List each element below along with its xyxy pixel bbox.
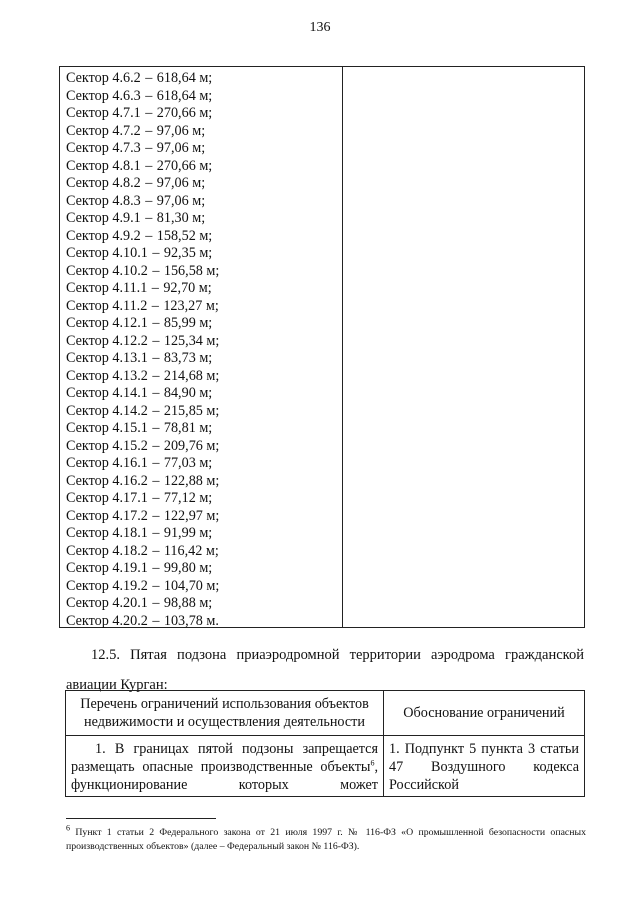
table-column-divider <box>342 67 343 627</box>
sector-value: 83,73 м; <box>163 350 213 366</box>
dash-separator: – <box>152 507 160 524</box>
sector-item <box>66 455 219 473</box>
sector-item <box>66 210 219 228</box>
sector-name: Сектор 4.13.1 <box>66 350 148 366</box>
sector-value: 77,03 м; <box>163 455 213 471</box>
sector-value: 98,88 м; <box>163 595 213 611</box>
dash-separator: – <box>152 332 160 349</box>
dash-separator: – <box>145 105 153 121</box>
footnote-ref: 6 <box>370 758 375 768</box>
sector-item <box>66 420 219 438</box>
sector-value: 104,70 м; <box>163 577 220 594</box>
sector-item <box>66 140 219 158</box>
sector-value: 81,30 м; <box>156 210 206 226</box>
sector-name: Сектор 4.15.1 <box>66 420 148 436</box>
sector-name: Сектор 4.16.2 <box>66 472 148 489</box>
sector-value: 97,06 м; <box>156 192 206 209</box>
sector-name: Сектор 4.20.2 <box>66 612 148 629</box>
sector-name: Сектор 4.19.1 <box>66 560 148 576</box>
sector-value: 214,68 м; <box>163 367 220 384</box>
sector-item <box>66 175 219 193</box>
sector-name: Сектор 4.19.2 <box>66 577 148 594</box>
sector-item <box>66 70 219 88</box>
sector-value: 122,97 м; <box>163 507 220 524</box>
dash-separator: – <box>152 595 160 611</box>
sector-name: Сектор 4.11.2 <box>66 297 148 314</box>
sector-name: Сектор 4.7.2 <box>66 122 141 139</box>
dash-separator: – <box>152 350 160 366</box>
justification-text-cell: 1. Подпункт 5 пункта 3 статьи 47 Воздушного кодекса Российской <box>384 736 585 797</box>
sector-item <box>66 158 219 176</box>
sector-item <box>66 595 219 613</box>
sector-item <box>66 438 219 456</box>
sector-item <box>66 473 219 491</box>
header-restrictions-list: Перечень ограничений использования объектов недвижимости и осуществления деятельности <box>66 691 384 736</box>
sector-item <box>66 123 219 141</box>
footnote <box>66 823 586 854</box>
sector-value: 77,12 м; <box>163 490 213 506</box>
dash-separator: – <box>152 472 160 489</box>
sector-name: Сектор 4.6.3 <box>66 87 141 104</box>
sector-value: 215,85 м; <box>163 402 220 419</box>
dash-separator: – <box>152 577 160 594</box>
sector-value: 99,80 м; <box>163 560 213 576</box>
dash-separator: – <box>145 87 153 104</box>
sector-value: 85,99 м; <box>163 315 213 331</box>
sector-value: 123,27 м; <box>163 297 219 314</box>
sector-item <box>66 543 219 561</box>
sector-name: Сектор 4.12.2 <box>66 332 148 349</box>
dash-separator: – <box>152 367 160 384</box>
sector-item <box>66 368 219 386</box>
sector-item <box>66 245 219 263</box>
sector-list <box>66 70 219 630</box>
sector-value: 97,06 м; <box>156 140 206 156</box>
sector-item <box>66 490 219 508</box>
sector-name: Сектор 4.17.2 <box>66 507 148 524</box>
sector-value: 122,88 м; <box>163 472 220 489</box>
sector-value: 156,58 м; <box>163 262 220 279</box>
dash-separator: – <box>145 70 153 86</box>
sector-name: Сектор 4.18.2 <box>66 542 148 559</box>
dash-separator: – <box>152 315 160 331</box>
sector-value: 92,70 м; <box>163 280 212 296</box>
sector-name: Сектор 4.10.2 <box>66 262 148 279</box>
page-number: 136 <box>309 20 331 35</box>
sector-name: Сектор 4.8.3 <box>66 192 141 209</box>
restriction-text-cell <box>66 736 384 797</box>
dash-separator: – <box>152 490 160 506</box>
footnote-separator <box>66 818 216 819</box>
sector-value: 125,34 м; <box>163 332 220 349</box>
sector-name: Сектор 4.7.1 <box>66 105 141 121</box>
header-justification: Обоснование ограничений <box>384 691 585 736</box>
sector-value: 78,81 м; <box>163 420 213 436</box>
sector-name: Сектор 4.9.2 <box>66 227 141 244</box>
sector-item <box>66 560 219 578</box>
sector-value: 92,35 м; <box>163 245 213 261</box>
dash-separator: – <box>145 227 153 244</box>
dash-separator: – <box>152 385 160 401</box>
sector-value: 270,66 м; <box>156 105 213 121</box>
dash-separator: – <box>145 157 153 174</box>
dash-separator: – <box>152 262 160 279</box>
sector-item <box>66 613 219 631</box>
sector-name: Сектор 4.9.1 <box>66 210 141 226</box>
sector-name: Сектор 4.14.1 <box>66 385 148 401</box>
table-header-row <box>66 691 585 736</box>
dash-separator: – <box>152 525 160 541</box>
dash-separator: – <box>145 122 153 139</box>
sector-value: 91,99 м; <box>163 525 213 541</box>
sector-value: 270,66 м; <box>156 157 213 174</box>
sector-item <box>66 385 219 403</box>
sector-item <box>66 315 219 333</box>
sector-value: 618,64 м; <box>156 87 213 104</box>
dash-separator: – <box>152 437 160 454</box>
sector-item <box>66 88 219 106</box>
dash-separator: – <box>151 297 159 314</box>
dash-separator: – <box>145 192 153 209</box>
sector-name: Сектор 4.16.1 <box>66 455 148 471</box>
sector-value: 97,06 м; <box>156 175 206 191</box>
dash-separator: – <box>152 455 160 471</box>
sector-value: 103,78 м. <box>163 612 219 629</box>
sector-item <box>66 263 219 281</box>
sector-name: Сектор 4.8.1 <box>66 157 141 174</box>
sector-value: 209,76 м; <box>163 437 220 454</box>
sector-item <box>66 333 219 351</box>
sector-table <box>59 66 585 628</box>
sector-name: Сектор 4.20.1 <box>66 595 148 611</box>
dash-separator: – <box>152 245 160 261</box>
sector-value: 84,90 м; <box>163 385 213 401</box>
sector-item <box>66 105 219 123</box>
sector-name: Сектор 4.12.1 <box>66 315 148 331</box>
sector-item <box>66 403 219 421</box>
sector-name: Сектор 4.7.3 <box>66 140 141 156</box>
sector-item <box>66 280 219 298</box>
sector-value: 97,06 м; <box>156 122 206 139</box>
sector-name: Сектор 4.14.2 <box>66 402 148 419</box>
sector-item <box>66 525 219 543</box>
sector-name: Сектор 4.17.1 <box>66 490 148 506</box>
sector-name: Сектор 4.11.1 <box>66 280 148 296</box>
sector-item <box>66 578 219 596</box>
sector-name: Сектор 4.13.2 <box>66 367 148 384</box>
sector-value: 116,42 м; <box>163 542 219 559</box>
sector-item <box>66 193 219 211</box>
sector-name: Сектор 4.15.2 <box>66 437 148 454</box>
restriction-text-part2: , функционирование которых может <box>71 759 378 793</box>
footnote-text: Пункт 1 статьи 2 Федерального закона от 21 июля 1997 г. № 116-ФЗ «О промышленной безопасности опасных производственных объектов» (далее – Федеральный закон № 116-ФЗ). <box>66 827 586 852</box>
dash-separator: – <box>152 420 160 436</box>
sector-name: Сектор 4.6.2 <box>66 70 141 86</box>
table-row <box>66 736 585 797</box>
sector-item <box>66 508 219 526</box>
dash-separator: – <box>152 612 160 629</box>
sector-name: Сектор 4.18.1 <box>66 525 148 541</box>
footnote-marker: 6 <box>66 823 70 833</box>
restrictions-table <box>65 690 585 797</box>
sector-item <box>66 350 219 368</box>
dash-separator: – <box>145 140 153 156</box>
dash-separator: – <box>152 560 160 576</box>
sector-value: 618,64 м; <box>156 70 213 86</box>
dash-separator: – <box>151 280 159 296</box>
dash-separator: – <box>152 402 160 419</box>
sector-name: Сектор 4.10.1 <box>66 245 148 261</box>
dash-separator: – <box>145 210 153 226</box>
sector-name: Сектор 4.8.2 <box>66 175 141 191</box>
section-heading: 12.5. Пятая подзона приаэродромной территории аэродрома гражданской авиации Курган: <box>66 647 584 693</box>
sector-value: 158,52 м; <box>156 227 213 244</box>
dash-separator: – <box>152 542 160 559</box>
sector-item <box>66 298 219 316</box>
restriction-text-part1: 1. В границах пятой подзоны запрещается размещать опасные производственные объекты <box>71 741 378 775</box>
dash-separator: – <box>145 175 153 191</box>
sector-item <box>66 228 219 246</box>
